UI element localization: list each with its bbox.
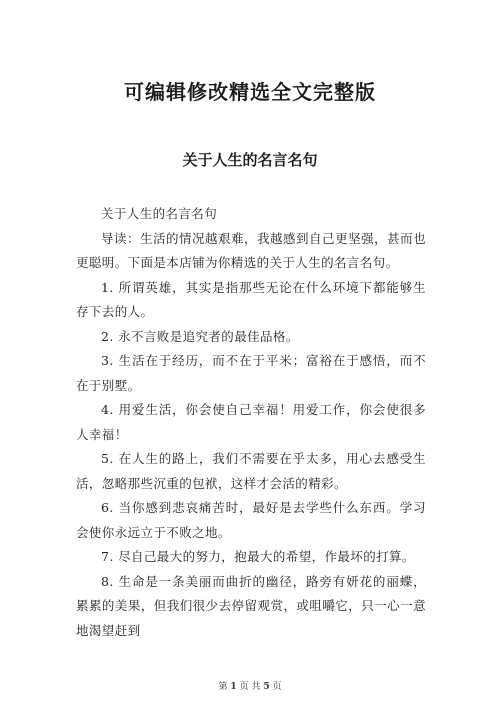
footer-middle: 页 共 — [239, 682, 261, 692]
paragraph-quote-8: 8. 生命是一条美丽而曲折的幽径，路旁有妍花的丽蝶，累累的美果，但我们很少去停留观赏，或咀嚼它，只一心一意地渴望赶到 — [76, 573, 426, 638]
paragraph-intro: 导读：生活的情况越艰难，我越感到自己更坚强，甚而也更聪明。下面是本店铺为你精选的关于人生的名言名句。 — [76, 230, 426, 270]
paragraph-quote-3: 3. 生活在于经历，而不在于平米；富裕在于感悟，而不在于别墅。 — [76, 353, 426, 393]
paragraph-quote-1: 1. 所谓英雄，其实是指那些无论在什么环境下都能够生存下去的人。 — [76, 279, 426, 319]
paragraph-quote-5: 5. 在人生的路上，我们不需要在乎太多，用心去感受生活，忽略那些沉重的包袱，这样才会活的精彩。 — [76, 451, 426, 491]
page-footer — [0, 679, 500, 692]
paragraph-quote-6: 6. 当你感到悲哀痛苦时，最好是去学些什么东西。学习会使你永远立于不败之地。 — [76, 500, 426, 540]
paragraph-heading: 关于人生的名言名句 — [101, 206, 218, 221]
document-title: 关于人生的名言名句 — [182, 151, 318, 169]
footer-suffix: 页 — [272, 682, 282, 692]
paragraph-quote-4: 4. 用爱生活，你会使自己幸福！用爱工作，你会使很多人幸福！ — [76, 402, 426, 442]
footer-page-number: 1 — [230, 682, 237, 692]
main-title: 可编辑修改精选全文完整版 — [124, 80, 376, 104]
paragraph-quote-2: 2. 永不言败是追究者的最佳品格。 — [101, 328, 299, 344]
footer-total-pages: 5 — [263, 682, 270, 692]
document-body — [76, 202, 426, 643]
paragraph-quote-7: 7. 尽自己最大的努力，抱最大的希望，作最坏的打算。 — [101, 549, 415, 564]
footer-prefix: 第 — [218, 682, 228, 692]
